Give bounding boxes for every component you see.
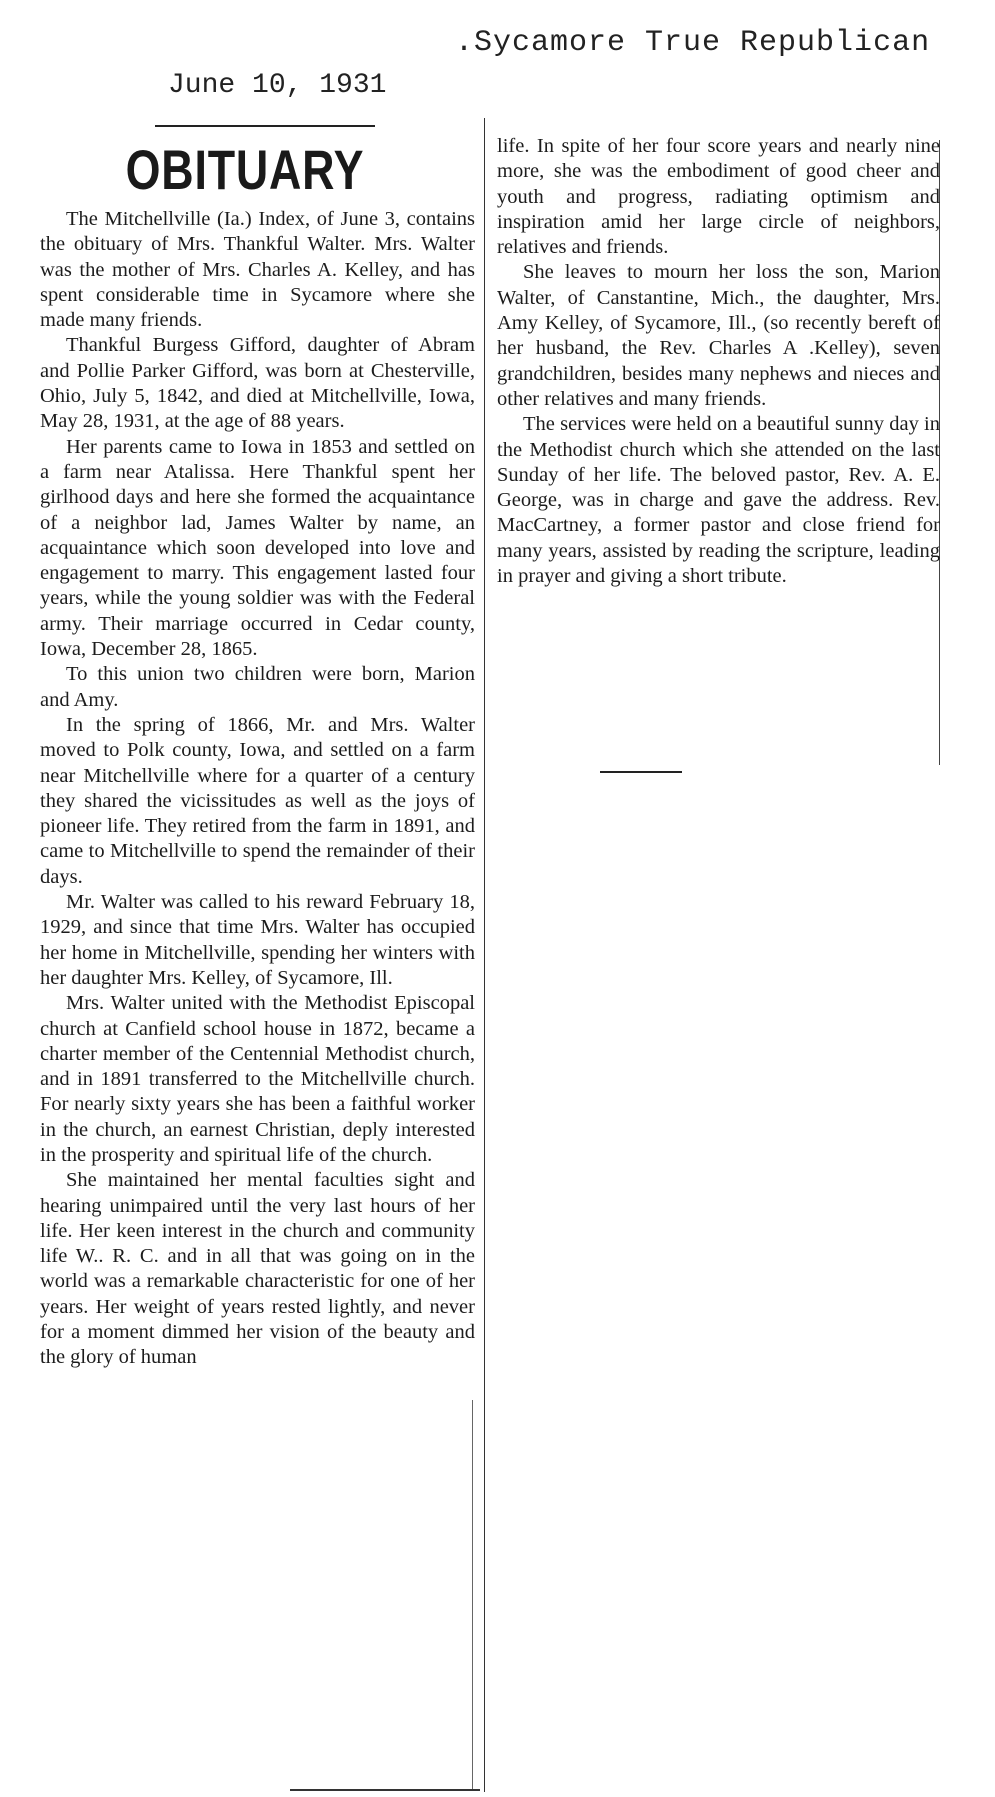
paragraph: In the spring of 1866, Mr. and Mrs. Walter moved to Polk county, Iowa, and settled on a farm near Mitchellville where for a quarter of a century they shared the vicissitudes as well as the joys of pioneer life. They retired from the farm in 1891, and came to Mitchellville to spend the remainder of their days. (40, 713, 475, 888)
paragraph: Mrs. Walter united with the Methodist Episcopal church at Canfield school house in 1872, became a charter member of the Centennial Methodist church, and in 1891 transferred to the Mitchellville church. For nearly sixty years she has been a faithful worker in the church, an earnest Christian, deply interested in the prosperity and spiritual life of the church. (40, 992, 475, 1166)
paragraph: She maintained her mental faculties sight and hearing unimpaired until the very last hours of her life. Her keen interest in the church and community life W.. R. C. and in all that was going on in the world was a remarkable characteristic for one of her years. Her weight of years rested lightly, and never for a moment dimmed her vision of the beauty and the glory of human (40, 1169, 475, 1369)
paragraph: The Mitchellville (Ia.) Index, of June 3, contains the obituary of Mrs. Thankful Walter. Mrs. Walter was the mother of Mrs. Charles A. Kelley, and has spent considerable time in Sycamore where she made many friends. (40, 208, 475, 332)
bottom-rule (290, 1789, 480, 1791)
divider-top (155, 125, 375, 127)
paragraph: To this union two children were born, Marion and Amy. (40, 663, 475, 711)
right-column (497, 134, 940, 589)
paragraph-continuation: life. In spite of her four score years and nearly nine more, she was the embodiment of good cheer and youth and progress, radiating optimism and inspiration amid her large circle of neighbors, relatives and friends. (497, 135, 940, 259)
paragraph: She leaves to mourn her loss the son, Marion Walter, of Canstantine, Mich., the daughter, Mrs. Amy Kelley, of Sycamore, Ill., (so recently bereft of her husband, the Rev. Charles A .Kelley), seven grandchildren, besides many nephews and nieces and other relatives and many friends. (497, 261, 940, 410)
paragraph: The services were held on a beautiful sunny day in the Methodist church which she attended on the last Sunday of her life. The beloved pastor, Rev. A. E. George, was in charge and gave the address. Rev. MacCartney, a former pastor and close friend for many years, assisted by reading the scripture, leading in prayer and giving a short tribute. (497, 413, 940, 588)
paragraph: Mr. Walter was called to his reward February 18, 1929, and since that time Mrs. Walter has occupied her home in Mitchellville, spending her winters with her daughter Mrs. Kelley, of Sycamore, Ill. (40, 891, 475, 989)
dateline: June 10, 1931 (168, 70, 387, 101)
paragraph: Her parents came to Iowa in 1853 and settled on a farm near Atalissa. Here Thankful spent her girlhood days and here she formed the acquaintance of a neighbor lad, James Walter by name, an acquaintance which soon developed into love and engagement to marry. This engagement lasted four years, while the young soldier was with the Federal army. Their marriage occurred in Cedar county, Iowa, December 28, 1865. (40, 435, 475, 661)
paragraph: Thankful Burgess Gifford, daughter of Abram and Pollie Parker Gifford, was born at Chesterville, Ohio, July 5, 1842, and died at Mitchellville, Iowa, May 28, 1931, at the age of 88 years. (40, 334, 475, 433)
end-rule (600, 771, 682, 773)
column-rule (484, 118, 485, 1792)
left-column (40, 207, 475, 1371)
masthead: .Sycamore True Republican (455, 26, 931, 60)
headline: OBITUARY (125, 138, 365, 201)
column-rule-left-edge (472, 1400, 473, 1790)
